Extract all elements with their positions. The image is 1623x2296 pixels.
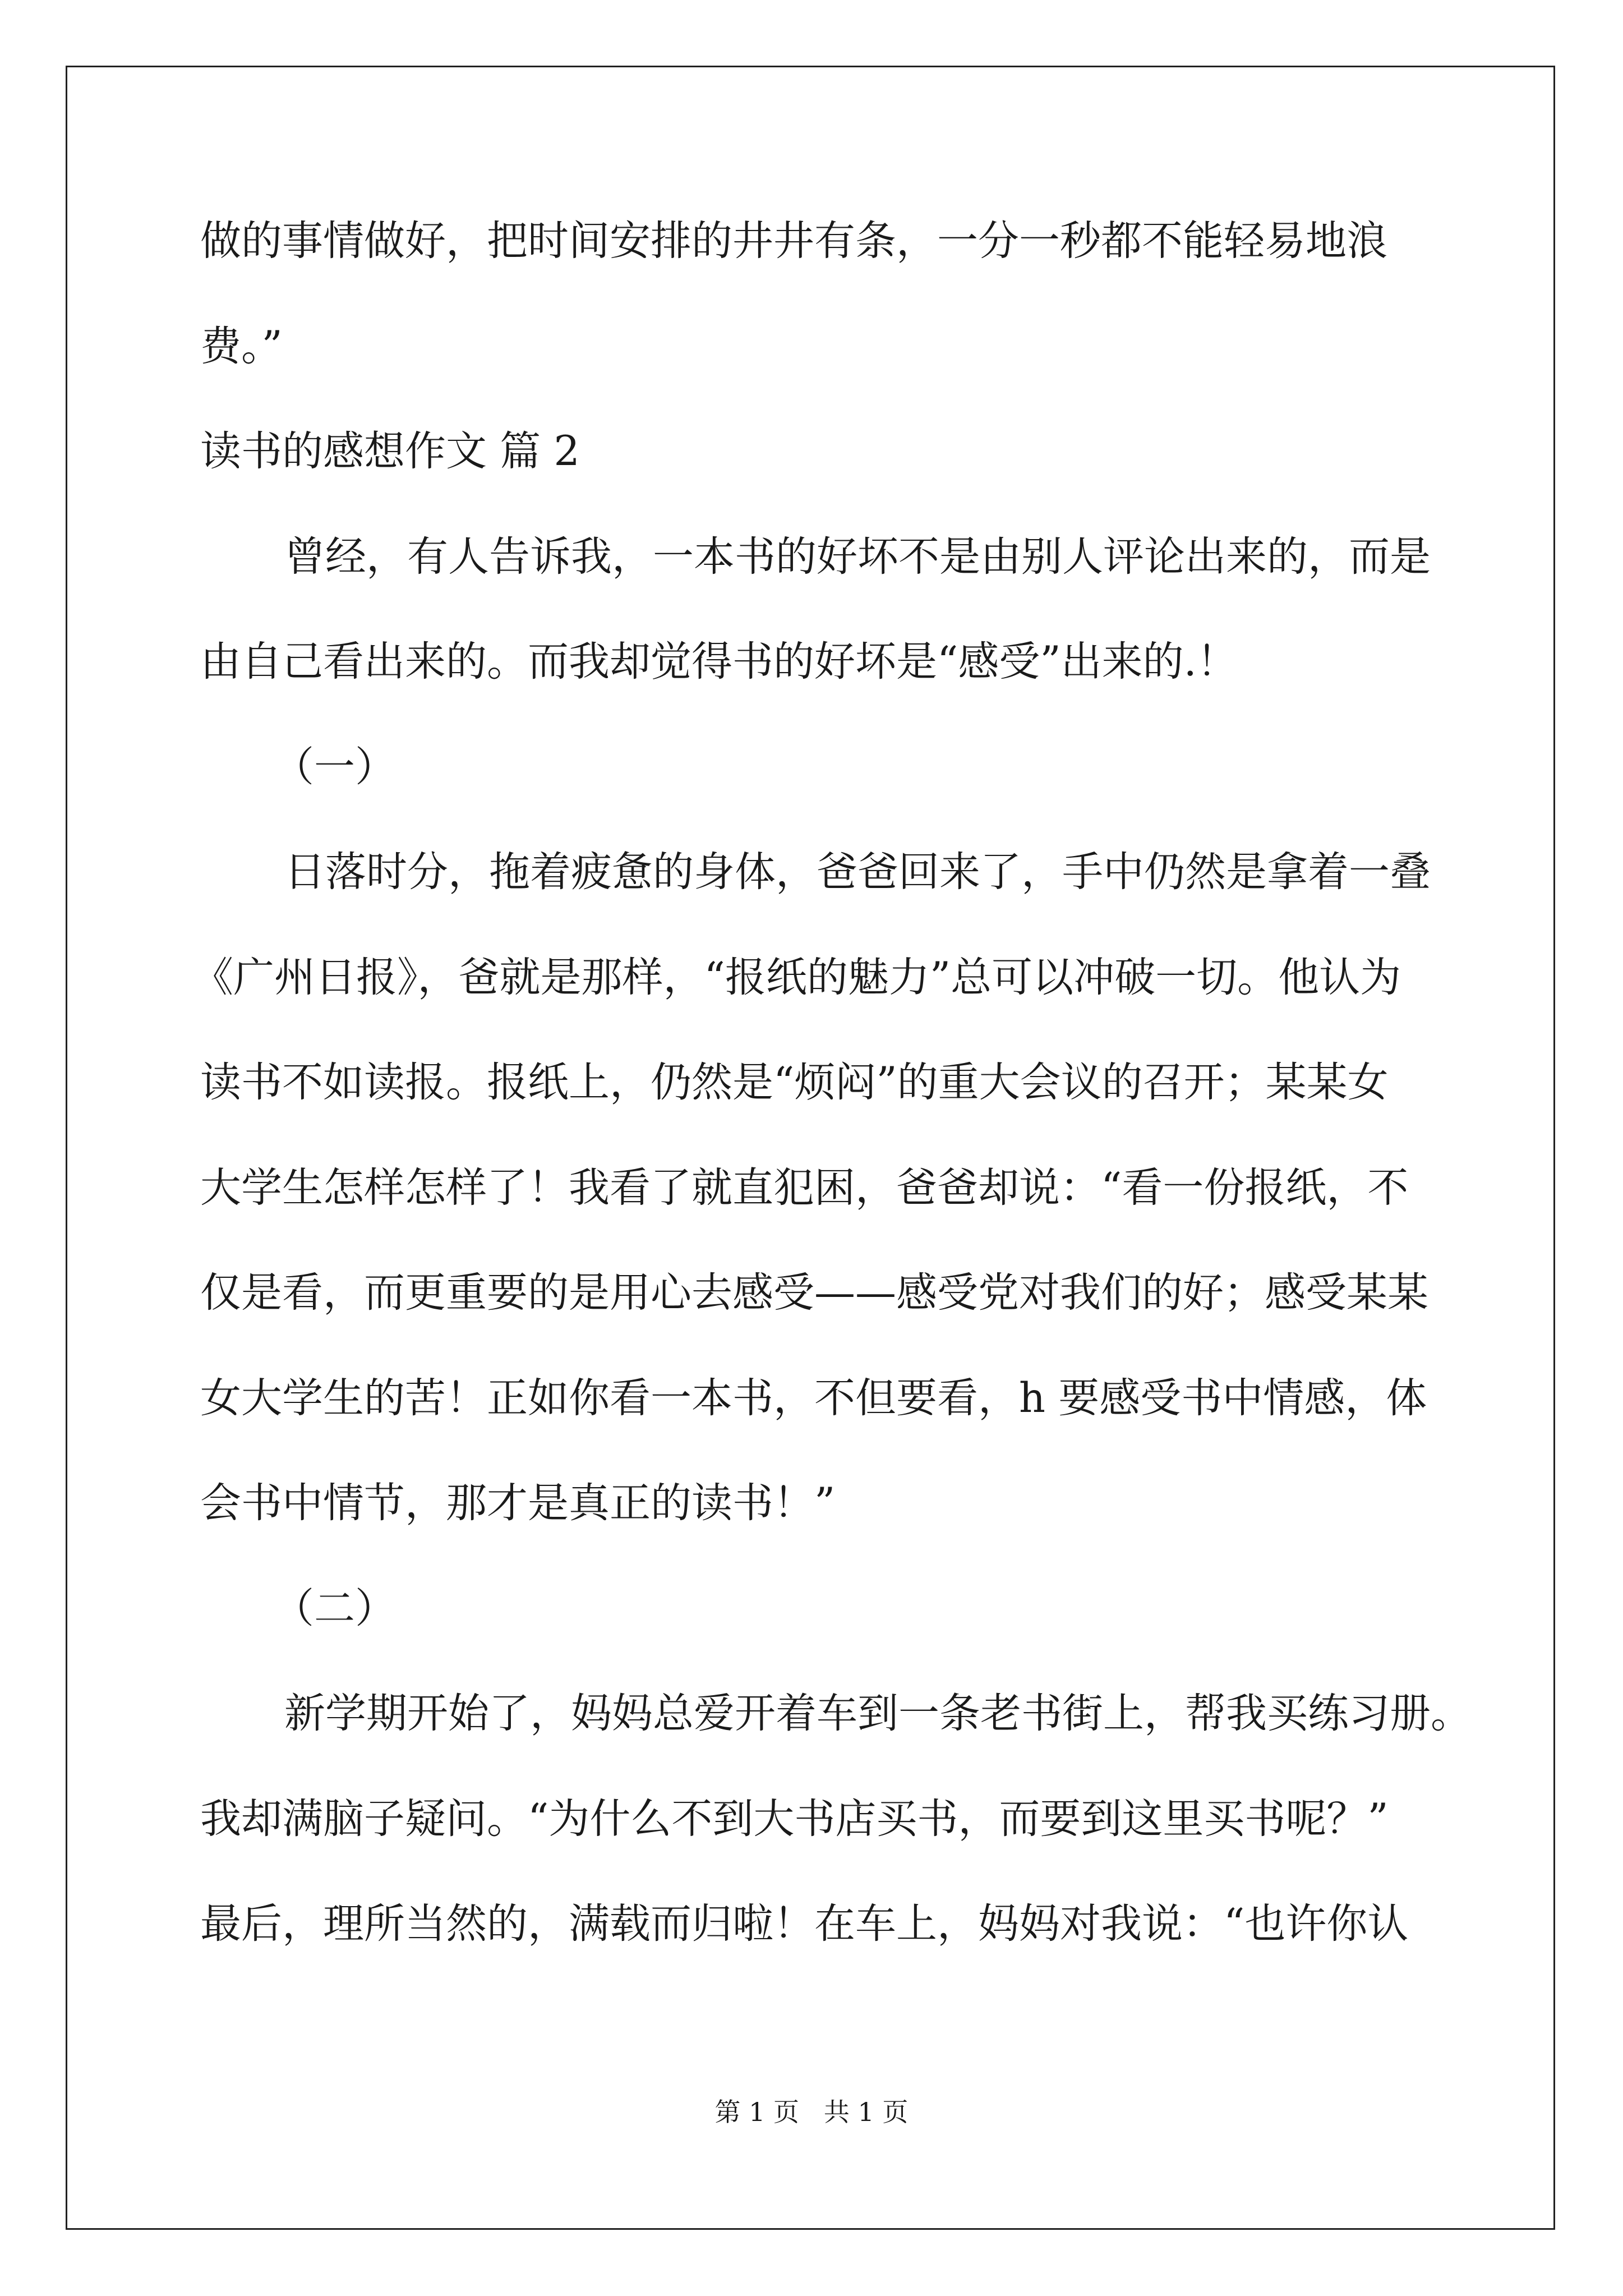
text-line-13: 会书中情节，那才是真正的读书！” [200, 1479, 836, 1527]
text-line-15: 新学期开始了，妈妈总爱开着车到一条老书街上，帮我买练习册。 [284, 1690, 1472, 1737]
page-footer: 第 1 页 共 1 页 [714, 2097, 909, 2127]
text-line-17: 最后，理所当然的，满载而归啦！在车上，妈妈对我说：“也许你认 [200, 1900, 1409, 1948]
text-line-12: 女大学生的苦！正如你看一本书，不但要看，h 要感受书中情感，体 [200, 1374, 1427, 1422]
text-line-16: 我却满脑子疑问。“为什么不到大书店买书，而要到这里买书呢？” [200, 1795, 1389, 1843]
text-line-5: 由自己看出来的。而我却觉得书的好坏是“感受”出来的.！ [200, 638, 1238, 685]
text-line-11: 仅是看，而更重要的是用心去感受——感受党对我们的好；感受某某 [200, 1269, 1428, 1317]
section-heading: 读书的感想作文 篇 2 [200, 427, 580, 475]
text-line-2: 费。” [200, 323, 283, 370]
text-line-8: 《广州日报》，爸就是那样，“报纸的魅力”总可以冲破一切。他认为 [192, 954, 1401, 1001]
text-line-7: 日落时分，拖着疲惫的身体，爸爸回来了，手中仍然是拿着一叠 [284, 848, 1431, 896]
subsection-marker-1: （一） [273, 743, 396, 791]
text-line-9: 读书不如读报。报纸上，仍然是“烦闷”的重大会议的召开；某某女 [200, 1059, 1389, 1106]
text-line-1: 做的事情做好，把时间安排的井井有条，一分一秒都不能轻易地浪 [200, 217, 1387, 265]
text-line-10: 大学生怎样怎样了！我看了就直犯困，爸爸却说：“看一份报纸，不 [200, 1164, 1409, 1212]
subsection-marker-2: （二） [273, 1585, 396, 1632]
text-line-4: 曾经，有人告诉我，一本书的好坏不是由别人评论出来的，而是 [284, 533, 1431, 581]
